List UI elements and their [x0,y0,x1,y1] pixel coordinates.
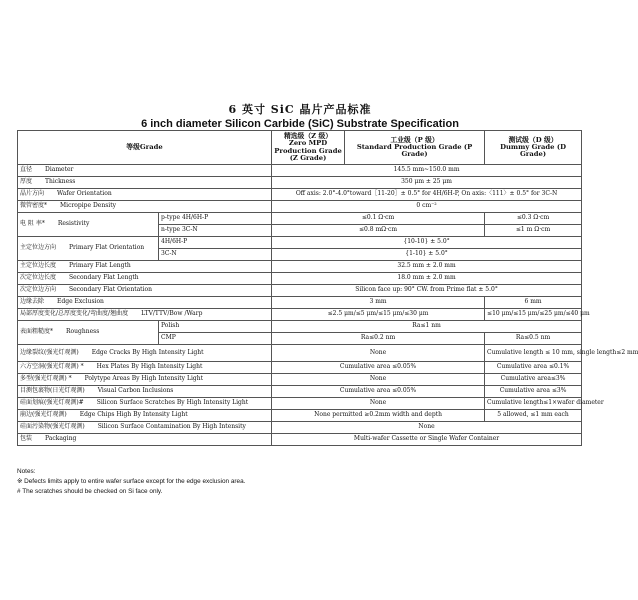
value-ltv-zp: ≤2.5 μm/≤5 μm/≤15 μm/≤30 μm [272,309,485,321]
param-label-cn: 边缘裂纹(强光灯观测) [20,348,79,356]
row-resistivity-p [18,213,582,225]
param-label-en: LTV/TTV/Bow /Warp [141,310,203,318]
value-scratches-zp: None [272,398,485,410]
notes-label: Notes: [17,468,36,475]
param-label-en: Polytype Areas By High Intensity Light [84,375,203,383]
header-d-grade [485,131,582,165]
param-label-cn: 晶片方向 [20,190,45,198]
value-polytype-d: Cumulative area≤3% [485,374,582,386]
row-secondary-length [18,273,582,285]
row-carbon-inclusions [18,386,582,398]
row-edge-exclusion [18,297,582,309]
param-label-cn: 硅面污染物(强光灯观测) [20,423,85,431]
spec-table [17,130,638,446]
param-label-en: Micropipe Density [60,202,117,210]
param-primary-orient [18,237,159,261]
value-secondary-orient: Silicon face up: 90° CW. from Prime flat ± 5.0° [272,285,582,297]
param-label-en: Edge Cracks By High Intensity Light [91,348,204,356]
param-edge-cracks [18,345,272,362]
param-label-cn: 次定位边方向 [20,286,57,294]
param-label-en: Wafer Orientation [57,190,112,198]
param-label-en: Roughness [66,328,100,336]
document-title-cn: 6 英寸 SiC 晶片产品标准 [228,103,372,116]
document-title-en: 6 inch diameter Silicon Carbide (SiC) Substrate Specification [141,118,459,130]
param-label-en: Secondary Flat Orientation [69,286,152,294]
value-edge-chips-zp: None permitted ≥0.2mm width and depth [272,410,485,422]
param-scratches [18,398,272,410]
note-defects: ※ Defects limits apply to entire wafer surface except for the edge exclusion area. [17,478,246,485]
row-edge-chips [18,410,582,422]
param-label-cn: 硅面划痕(强光灯观测)# [20,399,84,407]
param-label-cn: 包装 [20,435,33,443]
value-edge-exclusion-d: 6 mm [485,297,582,309]
value-resistivity-n-d: ≤1 m Ω·cm [485,225,582,237]
value-scratches-d: Cumulative length≤1×wafer diameter [485,398,582,410]
header-z-cn: 精选级（Z 级） [283,132,333,141]
primary-orient-type-1: 4H/6H-P [159,237,272,249]
roughness-polish-label: Polish [159,321,272,333]
value-resistivity-n-zp: ≤0.8 mΩ·cm [272,225,485,237]
row-edge-cracks [18,345,582,362]
param-label-cn: 厚度 [20,178,33,186]
param-label-cn: 六方空洞(强光灯观测) * [20,363,84,371]
param-label-en: Silicon Surface Scratches By High Intensity Light [96,399,249,407]
value-polytype-zp: None [272,374,485,386]
resistivity-p-type: p-type 4H/6H-P [159,213,272,225]
value-carbon-zp: Cumulative area ≤0.05% [272,386,485,398]
param-ltv [18,309,272,321]
param-label-cn: 表面粗糙度* [20,328,54,336]
row-thickness [18,177,582,189]
value-edge-cracks-d: Cumulative length ≤ 10 mm, single length≤2 mm [485,345,582,362]
value-primary-orient-2: {1-10} ± 5.0° [272,249,582,261]
row-secondary-orient [18,285,582,297]
param-label-cn: 主定位边方向 [20,244,57,252]
param-micropipe [18,201,272,213]
param-label-en: Thickness [45,178,76,186]
value-roughness-cmp-zp: Ra≤0.2 nm [272,333,485,345]
header-grade: 等级Grade [18,131,272,165]
param-label-en: Edge Exclusion [57,298,104,306]
param-label-cn: 边缘去除 [20,298,45,306]
param-diameter [18,165,272,177]
param-label-en: Diameter [45,166,74,174]
value-diameter: 145.5 mm~150.0 mm [272,165,582,177]
row-diameter [18,165,582,177]
param-label-cn: 崩边(强光灯观测) [20,411,67,419]
param-label-en: Edge Chips High By Intensity Light [79,411,188,419]
value-micropipe: 0 cm⁻² [272,201,582,213]
param-label-cn: 次定位边长度 [20,274,57,282]
param-label-en: Visual Carbon Inclusions [97,387,174,395]
param-label-cn: 电 阻 率* [20,220,45,228]
value-primary-orient-1: {10-10} ± 5.0° [272,237,582,249]
row-ltv [18,309,582,321]
value-edge-exclusion-zp: 3 mm [272,297,485,309]
param-resistivity [18,213,159,237]
header-d-cn: 测试级（D 级） [508,135,558,144]
header-d-en: Dummy Grade (D Grade) [500,142,566,159]
header-p-cn: 工业级（P 级） [390,135,439,144]
header-z-grade [272,131,345,165]
param-label-en: Primary Flat Orientation [69,244,145,252]
value-edge-chips-d: 5 allowed, ≤1 mm each [485,410,582,422]
row-orientation [18,189,582,201]
param-label-cn: 多型(强光灯观测) * [20,375,72,383]
param-label-cn: 主定位边长度 [20,262,57,270]
header-p-grade [345,131,485,165]
value-edge-cracks-zp: None [272,345,485,362]
header-z-en: Zero MPD Production Grade (Z Grade) [274,139,342,162]
param-label-en: Secondary Flat Length [69,274,139,282]
row-roughness-polish [18,321,582,333]
row-contamination [18,422,582,434]
param-thickness [18,177,272,189]
value-roughness-cmp-d: Ra≤0.5 nm [485,333,582,345]
value-packaging: Multi-wafer Cassette or Single Wafer Container [272,434,582,446]
row-primary-length [18,261,582,273]
primary-orient-type-2: 3C-N [159,249,272,261]
value-roughness-polish: Ra≤1 nm [272,321,582,333]
value-resistivity-p-zp: ≤0.1 Ω·cm [272,213,485,225]
param-secondary-length [18,273,272,285]
param-label-en: Resistivity [57,220,90,228]
value-primary-length: 32.5 mm ± 2.0 mm [272,261,582,273]
param-roughness [18,321,159,345]
value-hex-plates-zp: Cumulative area ≤0.05% [272,362,485,374]
param-carbon-inclusions [18,386,272,398]
row-primary-orient-1 [18,237,582,249]
param-hex-plates [18,362,272,374]
param-label-en: Hex Plates By High Intensity Light [96,363,203,371]
param-label-cn: 微管密度* [20,202,48,210]
value-contamination: None [272,422,582,434]
value-secondary-length: 18.0 mm ± 2.0 mm [272,273,582,285]
resistivity-n-type: n-type 3C-N [159,225,272,237]
roughness-cmp-label: CMP [159,333,272,345]
value-thickness: 350 μm ± 25 μm [272,177,582,189]
param-primary-length [18,261,272,273]
table-header-row [18,131,582,165]
value-resistivity-p-d: ≤0.3 Ω·cm [485,213,582,225]
row-packaging [18,434,582,446]
value-hex-plates-d: Cumulative area ≤0.1% [485,362,582,374]
param-label-en: Packaging [45,435,77,443]
row-polytype [18,374,582,386]
param-contamination [18,422,272,434]
value-carbon-d: Cumulative area ≤3% [485,386,582,398]
header-p-en: Standard Production Grade (P Grade) [356,142,473,159]
param-label-cn: 直径 [20,166,33,174]
param-polytype [18,374,272,386]
param-label-cn: 局部厚度变化/总厚度变化/弯曲度/翘曲度 [20,310,129,318]
param-edge-exclusion [18,297,272,309]
param-edge-chips [18,410,272,422]
param-label-en: Silicon Surface Contamination By High Intensity [97,423,246,431]
param-orientation [18,189,272,201]
notes-block [17,467,245,497]
note-scratches: # The scratches should be checked on Si face only. [17,488,163,495]
value-ltv-d: ≤10 μm/≤15 μm/≤25 μm/≤40 μm [485,309,582,321]
row-hex-plates [18,362,582,374]
param-label-cn: 目测包裹物(日光灯观测) [20,387,85,395]
value-orientation: Off axis: 2.0°-4.0°toward［11-20］± 0.5° for 4H/6H-P, On axis:〈111〉± 0.5° for 3C-N [272,189,582,201]
param-secondary-orient [18,285,272,297]
param-label-en: Primary Flat Length [69,262,131,270]
row-micropipe [18,201,582,213]
param-packaging [18,434,272,446]
row-scratches [18,398,582,410]
